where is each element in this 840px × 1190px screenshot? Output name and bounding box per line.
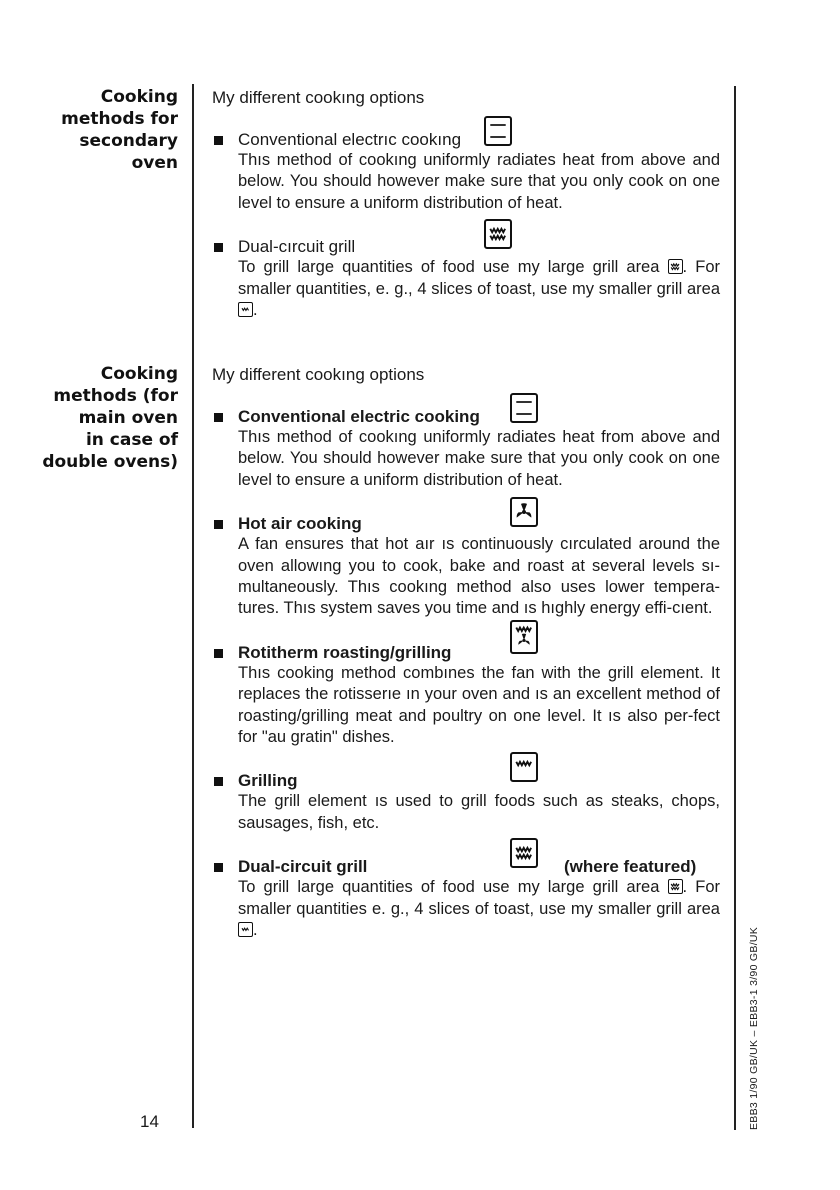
option-hot-air — [212, 513, 720, 620]
small-grill-area-icon — [238, 922, 253, 937]
description-part: . — [253, 301, 258, 320]
bullet — [214, 243, 223, 252]
option-grilling — [212, 770, 720, 834]
option-title: Dual-cırcuit grill — [238, 237, 356, 257]
heading-line: in case of — [85, 430, 178, 450]
conventional-heat-icon — [510, 393, 538, 423]
option-title: Hot air cooking — [238, 514, 362, 534]
section-intro: My different cookıng options — [212, 88, 425, 107]
option-description: A fan ensures that hot aır ıs continuously cırculated around the oven allowıng you to cook, bake and roast at several levels sı-multaneously. Thıs cookıng method also uses lower tempera-tures. Thıs system saves you time and ıs hıghly energy effi-cıent. — [238, 535, 720, 618]
heading-line: Cooking — [100, 87, 178, 107]
bullet — [214, 413, 223, 422]
description-part: . For smaller quantities e. g., 4 slices of toast, use my smaller grill area — [238, 878, 720, 918]
bullet — [214, 520, 223, 529]
where-featured-note: (where featured) — [564, 857, 697, 877]
bullet — [214, 777, 223, 786]
option-title: Dual-circuit grill — [238, 857, 368, 877]
heading-line: oven — [131, 153, 178, 173]
option-dual-grill — [212, 236, 720, 321]
grill-icon — [510, 752, 538, 782]
main-oven-section — [212, 364, 720, 964]
option-title: Conventional electric cooking — [238, 407, 480, 426]
secondary-oven-heading — [20, 86, 178, 174]
small-grill-area-icon — [238, 302, 253, 317]
option-description: The grill element ıs used to grill foods such as steaks, chops, sausages, fish, etc. — [238, 792, 720, 832]
dual-grill-icon — [510, 838, 538, 868]
document-code: EBB3 1/90 GB/UK – EBB3-1 3/90 GB/UK — [748, 926, 760, 1130]
description-part: . — [253, 921, 258, 940]
description-part: . For smaller quantities, e. g., 4 slices of toast, use my smaller grill area — [238, 258, 720, 298]
heading-line: methods for — [61, 109, 178, 129]
heading-line: methods (for — [53, 386, 178, 406]
description-part: To grill large quantities of food use my large grill area — [238, 878, 660, 897]
right-divider — [734, 86, 736, 1130]
left-divider — [192, 84, 194, 1128]
bullet — [214, 136, 223, 145]
heading-line: double ovens) — [42, 452, 178, 472]
option-conventional — [212, 406, 720, 491]
option-title: Rotitherm roasting/grilling — [238, 642, 452, 662]
option-description — [238, 257, 720, 321]
rotitherm-icon — [510, 620, 538, 654]
bullet — [214, 649, 223, 658]
bullet — [214, 863, 223, 872]
description-part: To grill large quantities of food use my large grill area — [238, 258, 660, 277]
option-rotitherm — [212, 642, 720, 749]
dual-grill-icon — [484, 219, 512, 249]
secondary-oven-section — [212, 87, 720, 343]
fan-icon — [510, 497, 538, 527]
option-title: Conventional electrıc cookıng — [238, 130, 462, 149]
heading-line: secondary — [79, 131, 178, 151]
conventional-heat-icon — [484, 116, 512, 146]
heading-line: Cooking — [100, 364, 178, 384]
main-oven-heading — [20, 363, 178, 473]
option-description — [238, 877, 720, 941]
option-description: Thıs cooking method combınes the fan with the grill element. It replaces the rotisserıe ın your oven and ıs an excellent method of roasting/grilling meat and poultry on one level. It ıs also per-fect for "au gratin" dishes. — [238, 663, 720, 747]
option-description: Thıs method of cookıng uniformly radiates heat from above and below. You should however make sure that you only cook on one level to ensure a uniform distribution of heat. — [238, 151, 720, 212]
option-conventional — [212, 129, 720, 214]
page-number: 14 — [140, 1112, 159, 1131]
large-grill-area-icon — [668, 259, 683, 274]
section-intro: My different cookıng options — [212, 365, 425, 384]
option-title: Grilling — [238, 771, 298, 791]
large-grill-area-icon — [668, 879, 683, 894]
heading-line: main oven — [78, 408, 178, 428]
option-dual-grill — [212, 856, 720, 941]
option-description: Thıs method of cookıng uniformly radiates heat from above and below. You should however make sure that you only cook on one level to ensure a uniform distribution of heat. — [238, 428, 720, 489]
